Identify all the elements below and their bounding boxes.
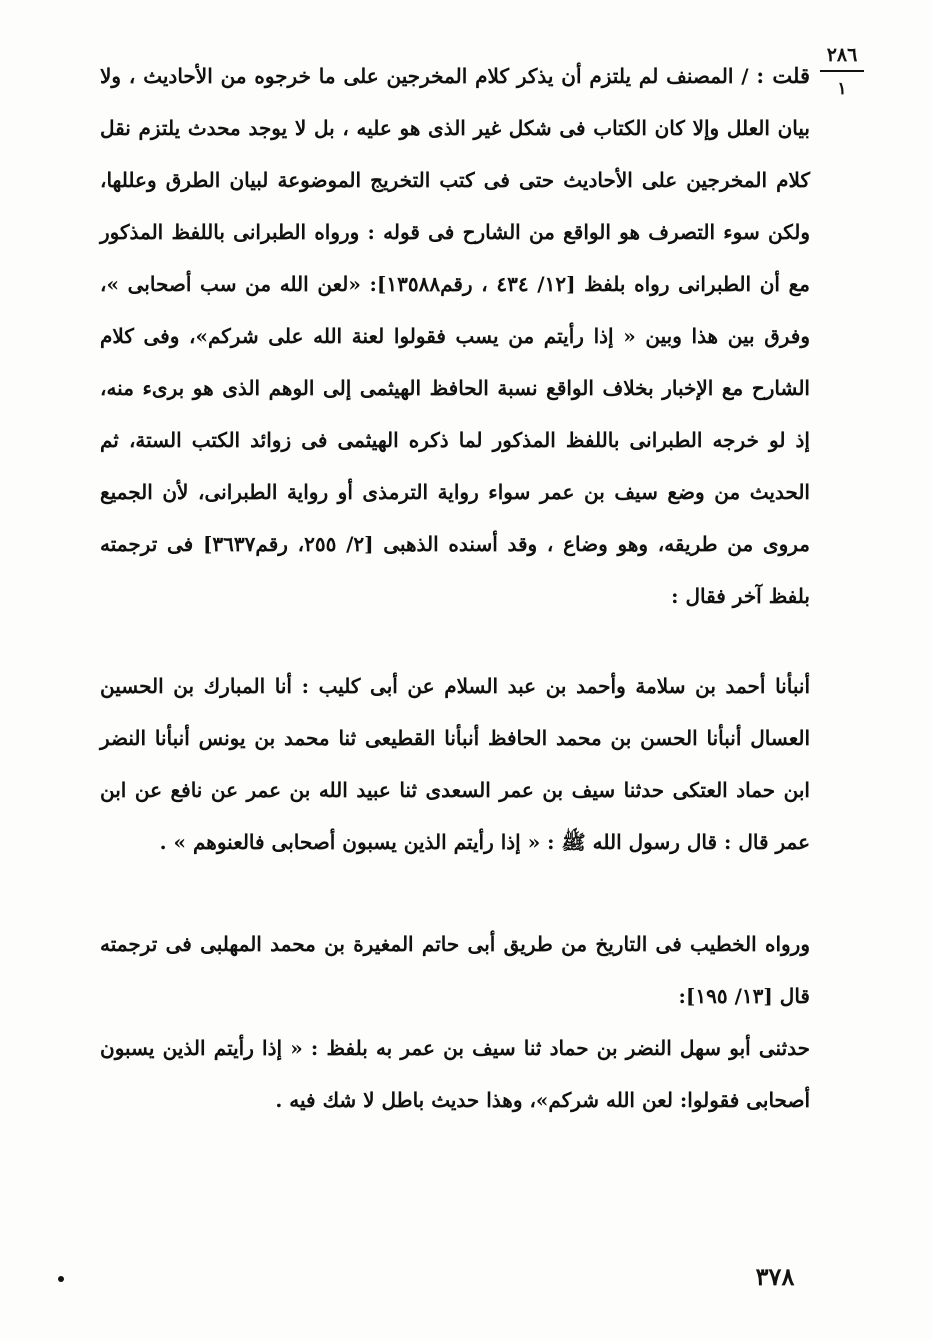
paragraph-verdict: حدثنى أبو سهل النضر بن حماد ثنا سيف بن عمر به بلفظ : « إذا رأيتم الذين يسبون أصحابى فقولوا: لعن الله شركم»، وهذا حديث باطل لا شك فيه .	[100, 1036, 810, 1112]
margin-note-top: ٢٨٦	[820, 44, 864, 72]
paragraph-commentary	[100, 50, 810, 622]
page-number: ٣٧٨	[755, 1262, 795, 1291]
paragraph-khatib-source: ورواه الخطيب فى التاريخ من طريق أبى حاتم المغيرة بن محمد المهلبى فى ترجمته قال [١٣/ ١٩٥]:	[100, 932, 810, 1008]
paragraph-lead: قلت :	[756, 63, 810, 88]
paragraph-hadith-chain: أنبأنا أحمد بن سلامة وأحمد بن عبد السلام عن أبى كليب : أنا المبارك بن الحسين العسال أنبأنا الحسن بن محمد الحافظ أنبأنا القطيعى ثنا محمد بن يونس أنبأنا النضر ابن حماد العتكى حدثنا سيف بن عمر السعدى ثنا عبيد الله بن عمر عن نافع عن ابن عمر قال : قال رسول الله ﷺ : « إذا رأيتم الذين يسبون أصحابى فالعنوهم » .	[100, 674, 810, 854]
margin-note-bottom: ١	[837, 79, 847, 99]
scan-speck	[58, 1276, 64, 1282]
paragraph-body: / المصنف لم يلتزم أن يذكر كلام المخرجين على ما خرجوه من الأحاديث ، ولا بيان العلل وإلا كان الكتاب فى شكل غير الذى هو عليه ، بل لا يوجد محدث يلتزم نقل كلام المخرجين على الأحاديث حتى فى كتب التخريج الموضوعة لبيان الطرق وعللها، ولكن سوء التصرف هو الواقع من الشارح فى قوله : ورواه الطبرانى باللفظ المذكور مع أن الطبرانى رواه بلفظ [١٢/ ٤٣٤ ، رقم١٣٥٨٨]: «لعن الله من سب أصحابى »، وفرق بين هذا وبين « إذا رأيتم من يسب فقولوا لعنة الله على شركم»، وفى كلام الشارح مع الإخبار بخلاف الواقع نسبة الحافظ الهيثمى إلى الوهم الذى هو برىء منه، إذ لو خرجه الطبرانى باللفظ المذكور لما ذكره الهيثمى فى زوائد الكتب الستة، ثم الحديث من وضع سيف بن عمر سواء رواية الترمذى أو رواية الطبرانى، لأن الجميع مروى من طريقه، وهو وضاع ، وقد أسنده الذهبى [٢/ ٢٥٥، رقم٣٦٣٧] فى ترجمته بلفظ آخر فقال :	[100, 64, 810, 608]
margin-note	[820, 44, 864, 100]
